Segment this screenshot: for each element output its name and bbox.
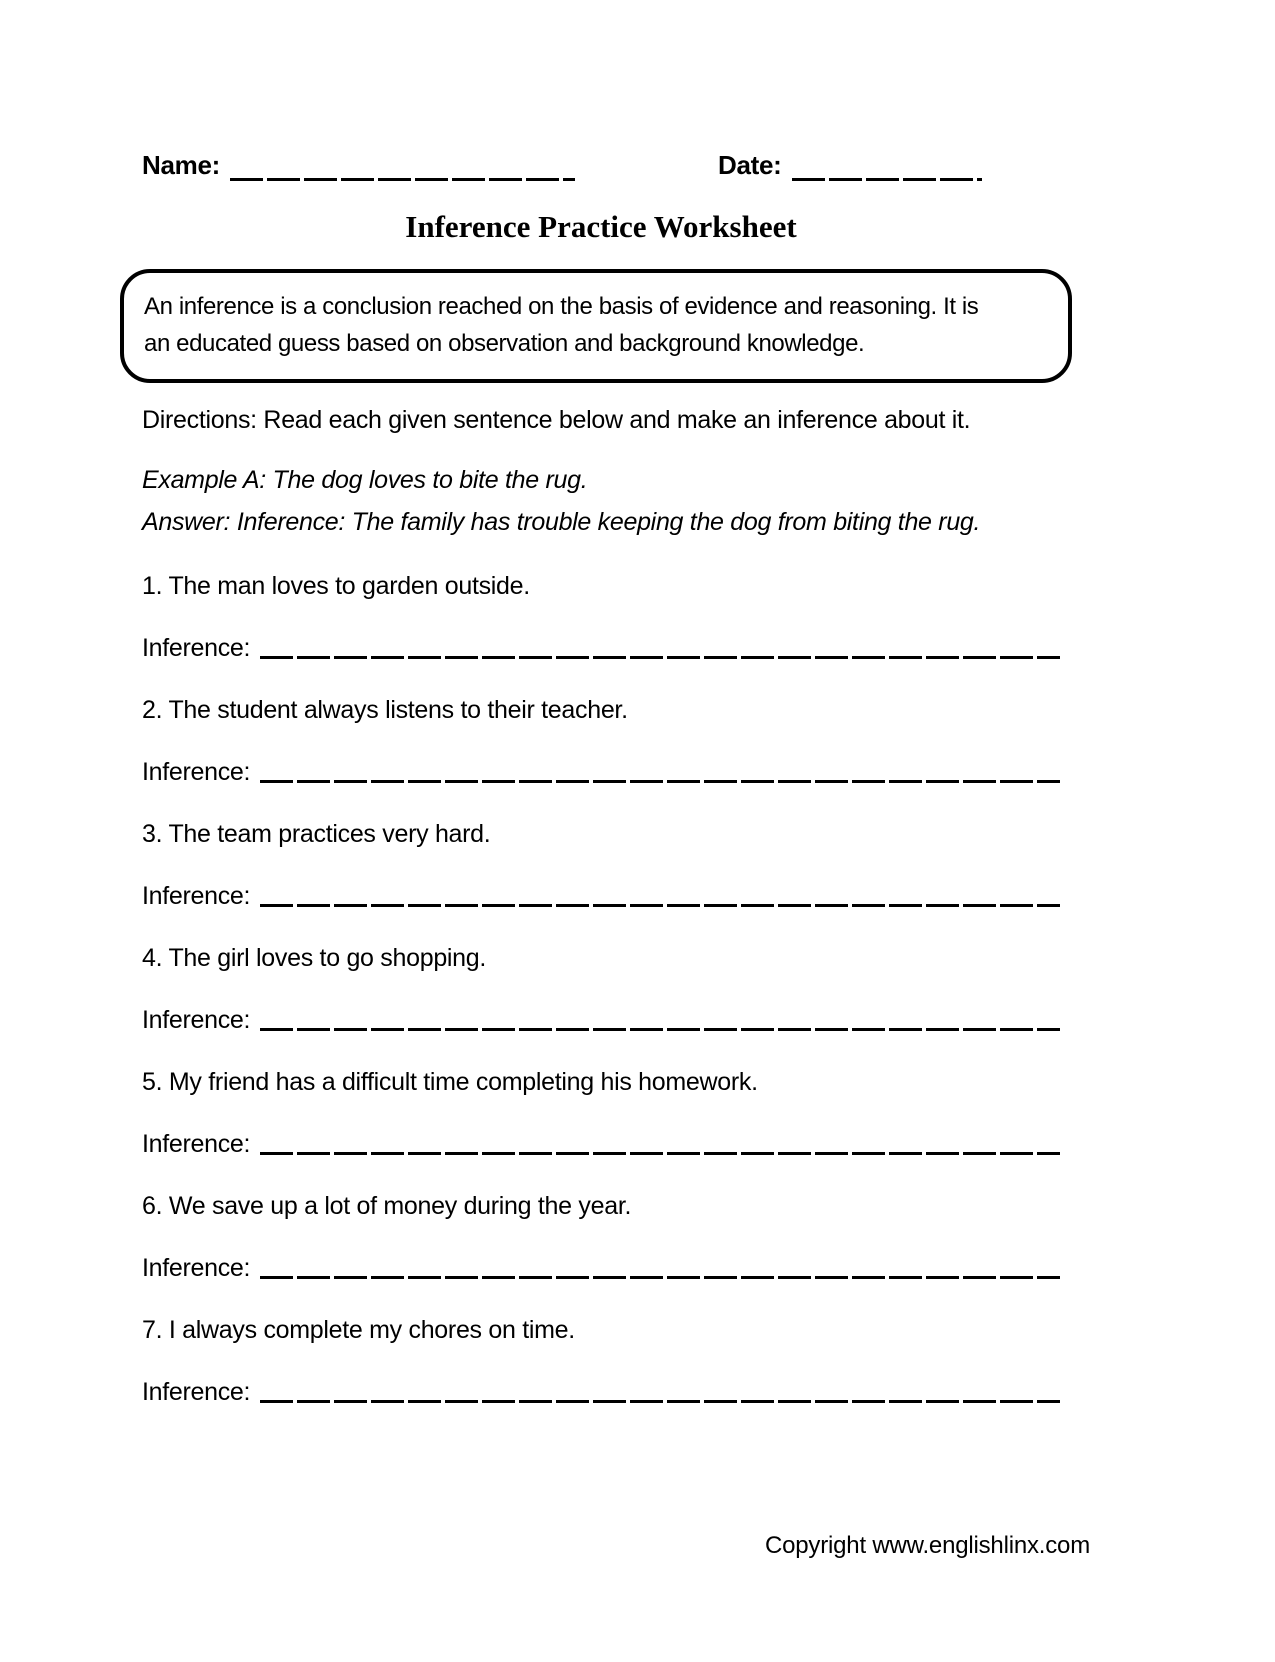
name-label: Name:: [142, 150, 220, 180]
inference-label-5: Inference:: [142, 1130, 251, 1158]
inference-blank-line-3: [260, 904, 1060, 907]
inference-row-2: [142, 757, 1060, 787]
inference-row-4: [142, 1005, 1060, 1035]
question-2: 2. The student always listens to their teacher.: [142, 696, 628, 724]
page-title: Inference Practice Worksheet: [405, 209, 797, 244]
inference-label-3: Inference:: [142, 882, 251, 910]
question-7: 7. I always complete my chores on time.: [142, 1316, 575, 1344]
inference-label-4: Inference:: [142, 1006, 251, 1034]
inference-blank-line-6: [260, 1276, 1060, 1279]
directions-text: Directions: Read each given sentence below and make an inference about it.: [142, 406, 971, 434]
inference-label-1: Inference:: [142, 634, 251, 662]
definition-line-2: an educated guess based on observation and background knowledge.: [144, 330, 865, 357]
inference-blank-line-2: [260, 780, 1060, 783]
inference-blank-line-5: [260, 1152, 1060, 1155]
inference-row-6: [142, 1253, 1060, 1283]
inference-row-7: [142, 1377, 1060, 1407]
inference-row-3: [142, 881, 1060, 911]
inference-label-2: Inference:: [142, 758, 251, 786]
inference-blank-line-4: [260, 1028, 1060, 1031]
definition-box: [120, 269, 1072, 383]
example-block: [142, 459, 1060, 543]
inference-row-5: [142, 1129, 1060, 1159]
question-6: 6. We save up a lot of money during the year.: [142, 1192, 632, 1220]
question-1: 1. The man loves to garden outside.: [142, 572, 530, 600]
definition-line-1: An inference is a conclusion reached on the basis of evidence and reasoning. It is: [144, 293, 979, 320]
date-blank-line: [792, 178, 982, 181]
question-list: [142, 571, 1060, 1407]
example-answer: Answer: Inference: The family has trouble keeping the dog from biting the rug.: [142, 508, 981, 536]
date-label: Date:: [717, 150, 782, 180]
inference-blank-line-7: [260, 1400, 1060, 1403]
inference-row-1: [142, 633, 1060, 663]
inference-label-7: Inference:: [142, 1378, 251, 1406]
inference-blank-line-1: [260, 656, 1060, 659]
header-row: [142, 150, 1060, 181]
copyright-text: Copyright www.englishlinx.com: [765, 1532, 1090, 1559]
question-4: 4. The girl loves to go shopping.: [142, 944, 487, 972]
inference-label-6: Inference:: [142, 1254, 251, 1282]
name-blank-line: [230, 178, 575, 181]
example-prompt: Example A: The dog loves to bite the rug.: [142, 466, 588, 494]
question-5: 5. My friend has a difficult time completing his homework.: [142, 1068, 758, 1096]
question-3: 3. The team practices very hard.: [142, 820, 491, 848]
